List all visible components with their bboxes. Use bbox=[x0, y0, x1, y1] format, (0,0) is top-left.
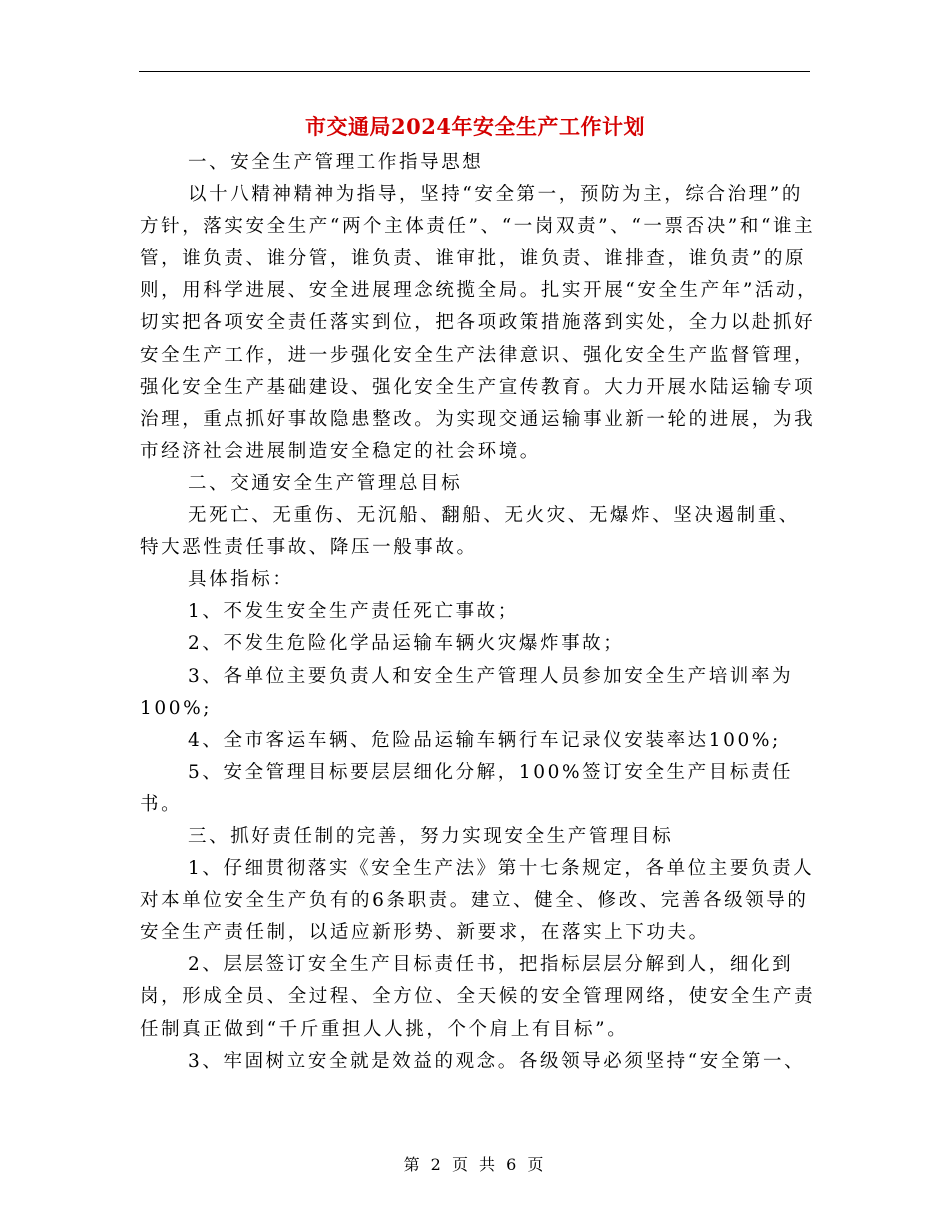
page-number: 第 2 页 共 6 页 bbox=[403, 1155, 547, 1174]
section-heading: 一、安全生产管理工作指导思想 bbox=[188, 152, 484, 173]
document-title: 市交通局2024年安全生产工作计划 bbox=[305, 114, 645, 139]
document-body bbox=[140, 147, 820, 1078]
section-heading: 二、交通安全生产管理总目标 bbox=[188, 472, 463, 494]
section-heading: 三、抓好责任制的完善，努力实现安全生产管理目标 bbox=[188, 825, 674, 847]
list-item: 4、全市客运车辆、危险品运输车辆行车记录仪安装率达100%; bbox=[188, 729, 781, 751]
list-item: 2、不发生危险化学品运输车辆火灾爆炸事故； bbox=[188, 633, 625, 655]
body-paragraph: 1、仔细贯彻落实《安全生产法》第十七条规定，各单位主要负责人对本单位安全生产负有的6条职责。建立、健全、修改、完善各级领导的安全生产责任制，以适应新形势、新要求，在落实上下功夫。 bbox=[140, 858, 815, 944]
body-paragraph: 以十八精神精神为指导，坚持“安全第一，预防为主，综合治理”的方针，落实安全生产“两个主体责任”、“一岗双责”、“一票否决”和“谁主管，谁负责、谁分管，谁负责、谁审批，谁负责、谁排查，谁负责”的原则，用科学进展、安全进展理念统揽全局。扎实开展“安全生产年”活动，切实把各项安全责任落实到位，把各项政策措施落到实处，全力以赴抓好安全生产工作，进一步强化安全生产法律意识、强化安全生产监督管理，强化安全生产基础建设、强化安全生产宣传教育。大力开展水陆运输专项治理，重点抓好事故隐患整改。为实现交通运输事业新一轮的进展，为我市经济社会进展制造安全稳定的社会环境。 bbox=[140, 184, 819, 462]
body-paragraph: 无死亡、无重伤、无沉船、翻船、无火灾、无爆炸、坚决遏制重、特大恶性责任事故、降压一般事故。 bbox=[140, 505, 800, 559]
list-item: 1、不发生安全生产责任死亡事故； bbox=[188, 601, 519, 623]
body-paragraph: 2、层层签订安全生产目标责任书，把指标层层分解到人，细化到岗，形成全员、全过程、全方位、全天候的安全管理网络，使安全生产责任制真正做到“千斤重担人人挑，个个肩上有目标”。 bbox=[140, 954, 816, 1040]
header-rule bbox=[139, 71, 810, 72]
body-paragraph: 具体指标： bbox=[188, 569, 294, 591]
list-item: 3、各单位主要负责人和安全生产管理人员参加安全生产培训率为100%; bbox=[140, 665, 794, 719]
body-paragraph: 3、牢固树立安全就是效益的观念。各级领导必须坚持“安全第一、 bbox=[188, 1050, 806, 1072]
list-item: 5、安全管理目标要层层细化分解，100%签订安全生产目标责任书。 bbox=[140, 761, 794, 815]
